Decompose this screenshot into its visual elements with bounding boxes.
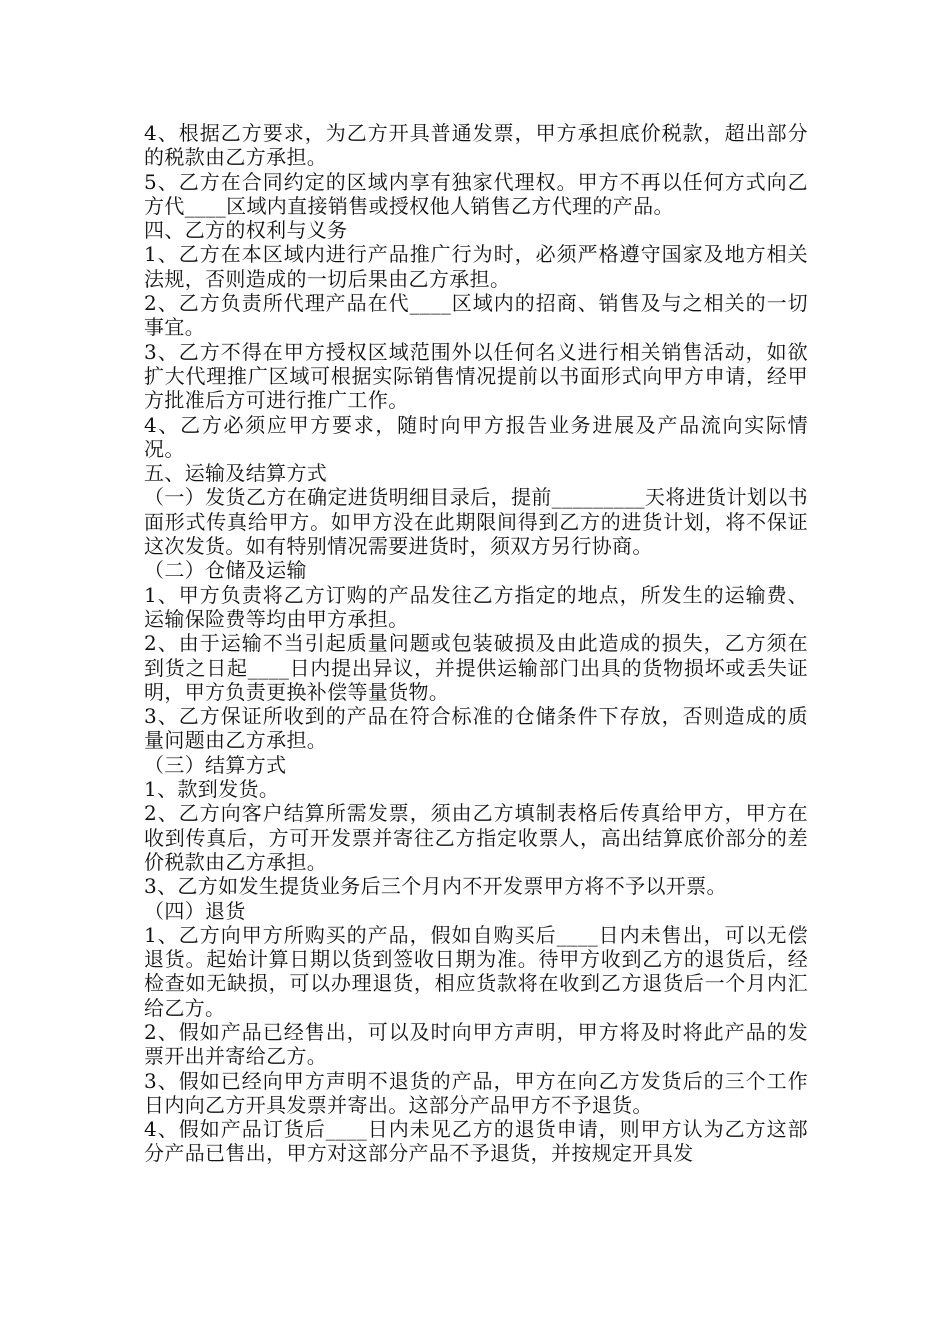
section-heading-party-b-rights: 四、乙方的权利与义务 xyxy=(144,218,348,243)
clause-settlement-3: 3、乙方如发生提货业务后三个月内不开发票甲方将不予以开票。 xyxy=(144,874,727,899)
clause-4-invoice: 4、根据乙方要求，为乙方开具普通发票，甲方承担底价税款，超出部分的税款由乙方承担。 xyxy=(144,121,808,170)
clause-storage-1: 1、甲方负责将乙方订购的产品发往乙方指定的地点，所发生的运输费、运输保险费等均由甲方承担。 xyxy=(144,582,808,631)
section-heading-transport-settlement: 五、运输及结算方式 xyxy=(144,461,328,486)
clause-b1-regulations: 1、乙方在本区域内进行产品推广行为时，必须严格遵守国家及地方相关法规，否则造成的一切后果由乙方承担。 xyxy=(144,242,808,291)
document-body xyxy=(144,121,808,1166)
clause-settlement-1: 1、款到发货。 xyxy=(144,777,280,802)
subsection-heading-storage: （二）仓储及运输 xyxy=(144,558,307,583)
clause-storage-3: 3、乙方保证所收到的产品在符合标准的仓储条件下存放，否则造成的质量问题由乙方承担。 xyxy=(144,704,808,753)
clause-returns-1: 1、乙方向甲方所购买的产品，假如自购买后____日内未售出，可以无偿退货。起始计算日期以货到签收日期为准。待甲方收到乙方的退货后，经检查如无缺损，可以办理退货，相应货款将在收到乙方退货后一个月内汇给乙方。 xyxy=(144,922,808,1020)
subsection-heading-returns: （四）退货 xyxy=(144,898,246,923)
subsection-heading-settlement: （三）结算方式 xyxy=(144,752,287,777)
clause-b2-responsibility: 2、乙方负责所代理产品在代____区域内的招商、销售及与之相关的一切事宜。 xyxy=(144,291,808,340)
clause-storage-2: 2、由于运输不当引起质量问题或包装破损及由此造成的损失，乙方须在到货之日起____日内提出异议，并提供运输部门出具的货物损坏或丢失证明，甲方负责更换补偿等量货物。 xyxy=(144,631,808,704)
subsection-shipping: （一）发货乙方在确定进货明细目录后，提前_________天将进货计划以书面形式传真给甲方。如甲方没在此期限间得到乙方的进货计划，将不保证这次发货。如有特别情况需要进货时，须双方另行协商。 xyxy=(144,485,808,559)
clause-b4-reporting: 4、乙方必须应甲方要求，随时向甲方报告业务进展及产品流向实际情况。 xyxy=(144,412,808,461)
clause-returns-4: 4、假如产品订货后____日内未见乙方的退货申请，则甲方认为乙方这部分产品已售出，甲方对这部分产品不予退货，并按规定开具发 xyxy=(144,1117,808,1166)
clause-returns-3: 3、假如已经向甲方声明不退货的产品，甲方在向乙方发货后的三个工作日内向乙方开具发票并寄出。这部分产品甲方不予退货。 xyxy=(144,1068,808,1117)
clause-returns-2: 2、假如产品已经售出，可以及时向甲方声明，甲方将及时将此产品的发票开出并寄给乙方。 xyxy=(144,1019,808,1069)
clause-settlement-2: 2、乙方向客户结算所需发票，须由乙方填制表格后传真给甲方，甲方在收到传真后，方可开发票并寄往乙方指定收票人，高出结算底价部分的差价税款由乙方承担。 xyxy=(144,801,808,874)
clause-5-exclusive-agency: 5、乙方在合同约定的区域内享有独家代理权。甲方不再以任何方式向乙方代____区域内直接销售或授权他人销售乙方代理的产品。 xyxy=(144,169,808,218)
clause-b3-territory: 3、乙方不得在甲方授权区域范围外以任何名义进行相关销售活动，如欲扩大代理推广区域可根据实际销售情况提前以书面形式向甲方申请，经甲方批准后方可进行推广工作。 xyxy=(144,339,808,413)
